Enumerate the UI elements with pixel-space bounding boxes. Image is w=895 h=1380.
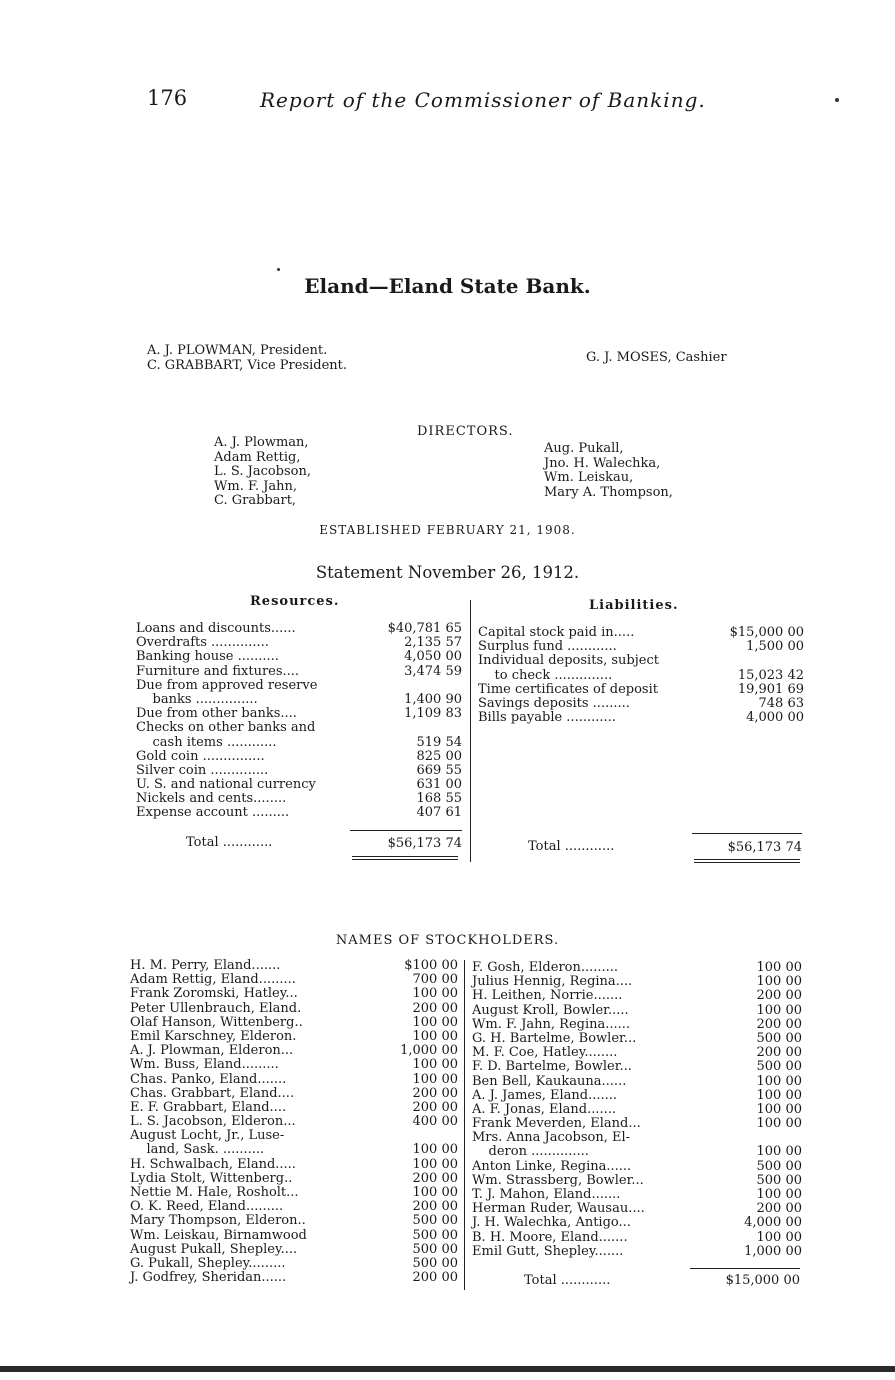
stockholder-row-label: Lydia Stolt, Wittenberg..	[130, 1170, 293, 1186]
liability-row-label: Bills payable ............	[478, 710, 616, 726]
stockholder-row-label: L. S. Jacobson, Elderon...	[130, 1114, 296, 1130]
resource-row	[136, 778, 462, 792]
stockholder-row-amount: 200 00	[756, 1201, 802, 1217]
resource-row-label: Banking house ..........	[136, 649, 279, 665]
stockholder-row-amount: 500 00	[412, 1227, 458, 1243]
resources-table	[136, 622, 462, 821]
stockholder-row-label: deron ..............	[472, 1144, 589, 1160]
stockholder-row-amount: 100 00	[412, 1028, 458, 1044]
stockholder-row-label: Wm. Strassberg, Bowler...	[472, 1172, 644, 1188]
stockholder-row	[130, 1129, 460, 1143]
established-line: ESTABLISHED FEBRUARY 21, 1908.	[319, 523, 576, 537]
stockholder-row	[472, 961, 802, 975]
running-title: Report of the Commissioner of Banking.	[260, 88, 706, 112]
column-divider	[470, 600, 471, 862]
stockholder-row-label: H. M. Perry, Eland.......	[130, 958, 281, 973]
stockholder-row	[472, 1160, 802, 1174]
stockholder-row	[130, 1229, 460, 1243]
stockholder-row	[130, 973, 460, 987]
stockholder-row-amount: 500 00	[412, 1255, 458, 1271]
stockholder-row-label: Peter Ullenbrauch, Eland.	[130, 1000, 302, 1016]
resources-heading: Resources.	[250, 594, 340, 609]
stockholder-row-amount: 100 00	[756, 960, 802, 975]
directors-left-list	[214, 436, 311, 509]
stockholder-row	[472, 1131, 802, 1145]
stockholder-row-amount: 200 00	[412, 1099, 458, 1115]
stockholder-row-label: Nettie M. Hale, Rosholt...	[130, 1185, 299, 1200]
stockholder-row	[130, 1143, 460, 1157]
stockholder-row-amount: 200 00	[756, 1016, 802, 1032]
resource-row-label: banks ...............	[136, 691, 258, 707]
directors-heading: DIRECTORS.	[417, 424, 514, 439]
stockholder-row-label: O. K. Reed, Eland.........	[130, 1199, 284, 1215]
stockholder-row	[130, 1058, 460, 1072]
liabilities-table	[478, 626, 806, 725]
stockholder-row-label: August Locht, Jr., Luse-	[130, 1128, 285, 1144]
stockholder-row-label: H. Leithen, Norrie.......	[472, 988, 623, 1004]
stockholder-row	[130, 1186, 460, 1200]
stockholder-row	[130, 1243, 460, 1257]
liability-row-amount: $15,000 00	[729, 625, 804, 640]
resource-row-label: Loans and discounts......	[136, 621, 296, 636]
stockholder-row-label: F. D. Bartelme, Bowler...	[472, 1059, 632, 1075]
statement-title: Statement November 26, 1912.	[315, 563, 580, 582]
stockholder-row	[472, 1145, 802, 1159]
stockholder-row	[130, 1200, 460, 1214]
liability-row-label: Savings deposits .........	[478, 695, 630, 711]
stockholder-row	[472, 1004, 802, 1018]
liabilities-total-amount: $56,173 74	[727, 840, 802, 855]
resource-row-amount: 168 55	[416, 791, 462, 807]
stockholder-row-label: T. J. Mahon, Eland.......	[472, 1187, 621, 1202]
stockholder-row-label: G. Pukall, Shepley.........	[130, 1255, 286, 1271]
liability-row-label: to check ..............	[478, 667, 613, 683]
liability-row-amount: 15,023 42	[737, 667, 804, 683]
liability-row	[478, 669, 806, 683]
stockholder-row-amount: 100 00	[756, 1187, 802, 1202]
stockholder-row	[472, 1046, 802, 1060]
stockholder-row-label: Emil Gutt, Shepley.......	[472, 1243, 624, 1259]
resource-row-amount: 4,050 00	[404, 649, 462, 665]
stockholder-row-label: Chas. Grabbart, Eland....	[130, 1085, 295, 1101]
stockholder-row-amount: 100 00	[412, 1057, 458, 1073]
liability-row-label: Surplus fund ............	[478, 639, 617, 655]
liability-row-amount: 4,000 00	[746, 710, 804, 726]
officer-president: A. J. PLOWMAN, President.	[147, 343, 328, 358]
resource-row	[136, 636, 462, 650]
resource-row	[136, 750, 462, 764]
stockholder-row-amount: 100 00	[412, 986, 458, 1002]
stockholder-row-amount: 200 00	[756, 1045, 802, 1061]
stockholder-row-amount: 500 00	[412, 1213, 458, 1229]
stockholder-row-amount: 700 00	[412, 972, 458, 988]
liabilities-heading: Liabilities.	[589, 598, 679, 613]
stockholder-row-amount: 100 00	[756, 1229, 802, 1245]
liability-row	[478, 683, 806, 697]
resource-row-label: Overdrafts ..............	[136, 635, 269, 651]
stockholder-row	[130, 1257, 460, 1271]
liabilities-total-rule	[692, 833, 802, 834]
scan-speck	[835, 98, 839, 102]
resource-row-label: Gold coin ...............	[136, 748, 265, 764]
stockholder-row	[130, 1087, 460, 1101]
resource-row-amount: 825 00	[416, 748, 462, 764]
stockholder-row-label: J. H. Walechka, Antigo...	[472, 1215, 631, 1231]
resource-row	[136, 693, 462, 707]
stockholder-row-amount: 100 00	[412, 1185, 458, 1200]
stockholder-row-label: Wm. Leiskau, Birnamwood	[130, 1227, 307, 1243]
stockholders-divider	[464, 960, 465, 1290]
stockholder-row-amount: 200 00	[412, 1000, 458, 1016]
stockholders-right-list	[472, 961, 802, 1259]
stockholder-row	[130, 1158, 460, 1172]
stockholder-row-label: Ben Bell, Kaukauna......	[472, 1073, 627, 1089]
stockholder-row-label: land, Sask. ..........	[130, 1142, 265, 1158]
stockholders-left-list	[130, 959, 460, 1285]
stockholder-row-amount: 100 00	[756, 1116, 802, 1132]
resource-row-label: Silver coin ..............	[136, 762, 269, 778]
resources-total-rule	[350, 830, 462, 831]
stockholder-row	[472, 1188, 802, 1202]
stockholder-row	[130, 1002, 460, 1016]
resource-row	[136, 792, 462, 806]
stockholder-row-amount: 100 00	[756, 1144, 802, 1160]
scan-speck	[277, 268, 280, 271]
resource-row	[136, 679, 462, 693]
stockholder-row-label: August Pukall, Shepley....	[130, 1241, 298, 1257]
liabilities-total-label: Total ............	[528, 839, 615, 854]
stockholder-row-amount: 200 00	[756, 988, 802, 1004]
resource-row-amount: 1,109 83	[404, 706, 462, 722]
stockholder-row	[130, 1115, 460, 1129]
stockholder-row-amount: 100 00	[756, 1073, 802, 1089]
stockholder-row-amount: 200 00	[412, 1170, 458, 1186]
resource-row-amount: 519 54	[416, 734, 462, 750]
bank-title: Eland—Eland State Bank.	[304, 274, 591, 298]
stockholder-row	[472, 1216, 802, 1230]
stockholder-row-amount: 200 00	[412, 1270, 458, 1286]
stockholder-row-amount: 100 00	[412, 1142, 458, 1158]
liability-row	[478, 711, 806, 725]
resource-row-label: cash items ............	[136, 734, 277, 750]
stockholder-row-amount: 100 00	[756, 1101, 802, 1117]
director-name: Adam Rettig,	[214, 449, 301, 465]
resource-row-amount: 669 55	[416, 762, 462, 778]
stockholder-row-amount: 400 00	[412, 1114, 458, 1130]
resource-row	[136, 707, 462, 721]
stockholder-row-label: Adam Rettig, Eland.........	[130, 972, 296, 988]
stockholder-row	[472, 1117, 802, 1131]
stockholders-heading: NAMES OF STOCKHOLDERS.	[335, 933, 560, 948]
stockholder-row-amount: 100 00	[756, 1087, 802, 1103]
stockholder-row	[130, 987, 460, 1001]
director-name: C. Grabbart,	[214, 493, 297, 508]
stockholder-row	[472, 1202, 802, 1216]
stockholders-total-amount: $15,000 00	[725, 1273, 800, 1288]
stockholder-row	[130, 959, 460, 973]
stockholder-row-label: G. H. Bartelme, Bowler...	[472, 1030, 637, 1046]
resource-row-amount: 1,400 90	[404, 691, 462, 707]
stockholder-row-label: Herman Ruder, Wausau....	[472, 1201, 645, 1217]
resource-row	[136, 650, 462, 664]
liability-row-amount: 19,901 69	[737, 681, 804, 697]
stockholder-row-label: B. H. Moore, Eland.......	[472, 1229, 628, 1245]
stockholder-row-label: Julius Hennig, Regina....	[472, 974, 633, 990]
stockholder-row-amount: 1,000 00	[400, 1043, 458, 1059]
stockholder-row-amount: 200 00	[412, 1085, 458, 1101]
stockholder-row	[130, 1044, 460, 1058]
stockholders-total-rule	[690, 1268, 800, 1269]
stockholder-row-amount: 200 00	[412, 1199, 458, 1215]
liability-row	[478, 697, 806, 711]
stockholder-row-label: H. Schwalbach, Eland.....	[130, 1156, 296, 1172]
stockholder-row-label: A. F. Jonas, Eland.......	[472, 1101, 617, 1117]
stockholder-row-amount: 1,000 00	[744, 1243, 802, 1259]
stockholder-row-label: A. J. James, Eland.......	[472, 1087, 618, 1103]
stockholder-row-label: M. F. Coe, Hatley........	[472, 1045, 618, 1061]
resources-total-amount: $56,173 74	[387, 836, 462, 851]
stockholder-row	[472, 989, 802, 1003]
liability-row	[478, 626, 806, 640]
resource-row	[136, 736, 462, 750]
director-name: Aug. Pukall,	[544, 441, 624, 456]
liability-row-label: Individual deposits, subject	[478, 653, 659, 669]
director-name: Wm. F. Jahn,	[214, 478, 298, 494]
director-name: Jno. H. Walechka,	[544, 455, 661, 471]
stockholder-row-label: F. Gosh, Elderon.........	[472, 960, 619, 975]
directors-right-list	[544, 442, 673, 500]
resource-row-label: Checks on other banks and	[136, 720, 316, 736]
stockholder-row	[472, 1231, 802, 1245]
stockholder-row-amount: 500 00	[756, 1172, 802, 1188]
stockholder-row	[472, 1018, 802, 1032]
stockholder-row	[130, 1101, 460, 1115]
resource-row-label: Due from approved reserve	[136, 677, 318, 693]
stockholder-row-amount: 100 00	[756, 1002, 802, 1018]
resource-row-amount: 2,135 57	[404, 635, 462, 651]
stockholder-row	[472, 1089, 802, 1103]
stockholder-row-label: Chas. Panko, Eland.......	[130, 1071, 287, 1087]
stockholder-row-label: Emil Karschney, Elderon.	[130, 1028, 297, 1044]
resource-row	[136, 665, 462, 679]
liability-row-label: Time certificates of deposit	[478, 681, 658, 697]
resource-row-label: Furniture and fixtures....	[136, 663, 300, 679]
officer-cashier: G. J. MOSES, Cashier	[586, 350, 727, 365]
stockholder-row-label: Mrs. Anna Jacobson, El-	[472, 1130, 631, 1146]
stockholder-row	[130, 1073, 460, 1087]
page-number: 176	[147, 86, 188, 110]
stockholder-row	[472, 975, 802, 989]
stockholder-row	[472, 1103, 802, 1117]
officer-vice-president: C. GRABBART, Vice President.	[147, 358, 348, 373]
stockholder-row-amount: 500 00	[756, 1030, 802, 1046]
stockholder-row-amount: 4,000 00	[744, 1215, 802, 1231]
resources-double-rule	[352, 856, 458, 860]
resource-row	[136, 721, 462, 735]
stockholder-row-label: Wm. Buss, Eland.........	[130, 1057, 279, 1073]
director-name: L. S. Jacobson,	[214, 464, 311, 479]
liabilities-double-rule	[694, 859, 800, 863]
liability-row-label: Capital stock paid in.....	[478, 625, 635, 640]
resource-row-label: Due from other banks....	[136, 706, 297, 722]
page-bottom-edge	[0, 1366, 895, 1372]
stockholder-row-label: J. Godfrey, Sheridan......	[130, 1270, 287, 1286]
stockholder-row	[472, 1032, 802, 1046]
stockholder-row-amount: 500 00	[756, 1059, 802, 1075]
stockholder-row-label: Olaf Hanson, Wittenberg..	[130, 1014, 303, 1030]
stockholder-row-amount: $100 00	[404, 958, 458, 973]
stockholder-row	[130, 1172, 460, 1186]
resource-row	[136, 764, 462, 778]
stockholder-row	[472, 1060, 802, 1074]
stockholder-row	[472, 1075, 802, 1089]
liability-row-amount: 1,500 00	[746, 639, 804, 655]
stockholders-total-label: Total ............	[524, 1273, 611, 1288]
stockholder-row-label: Frank Meverden, Eland...	[472, 1116, 641, 1132]
stockholder-row	[472, 1245, 802, 1259]
resource-row-label: U. S. and national currency	[136, 777, 316, 793]
stockholder-row-amount: 100 00	[412, 1014, 458, 1030]
stockholder-row-amount: 500 00	[756, 1158, 802, 1174]
stockholder-row	[472, 1174, 802, 1188]
resource-row-amount: 3,474 59	[404, 663, 462, 679]
stockholder-row-label: Frank Zoromski, Hatley...	[130, 986, 298, 1002]
stockholder-row-label: A. J. Plowman, Elderon...	[130, 1043, 294, 1059]
resource-row	[136, 622, 462, 636]
stockholder-row	[130, 1016, 460, 1030]
director-name: A. J. Plowman,	[214, 435, 309, 450]
resource-row-label: Nickels and cents........	[136, 791, 287, 807]
stockholder-row	[130, 1214, 460, 1228]
stockholder-row-label: Mary Thompson, Elderon..	[130, 1213, 306, 1229]
director-name: Wm. Leiskau,	[544, 470, 634, 485]
stockholder-row-amount: 100 00	[412, 1071, 458, 1087]
liability-row-amount: 748 63	[758, 695, 804, 711]
stockholder-row-label: Wm. F. Jahn, Regina......	[472, 1016, 631, 1032]
resource-row	[136, 806, 462, 820]
resource-row-amount: 407 61	[416, 805, 462, 821]
stockholder-row	[130, 1030, 460, 1044]
stockholder-row	[130, 1271, 460, 1285]
stockholder-row-amount: 100 00	[756, 974, 802, 990]
liability-row	[478, 640, 806, 654]
resource-row-amount: $40,781 65	[387, 621, 462, 636]
resource-row-amount: 631 00	[416, 777, 462, 793]
resources-total-label: Total ............	[186, 835, 273, 850]
resource-row-label: Expense account .........	[136, 805, 290, 821]
stockholder-row-label: August Kroll, Bowler.....	[472, 1002, 629, 1018]
director-name: Mary A. Thompson,	[544, 484, 673, 500]
liability-row	[478, 654, 806, 668]
stockholder-row-amount: 500 00	[412, 1241, 458, 1257]
stockholder-row-label: E. F. Grabbart, Eland....	[130, 1099, 287, 1115]
stockholder-row-amount: 100 00	[412, 1156, 458, 1172]
stockholder-row-label: Anton Linke, Regina......	[472, 1158, 632, 1174]
